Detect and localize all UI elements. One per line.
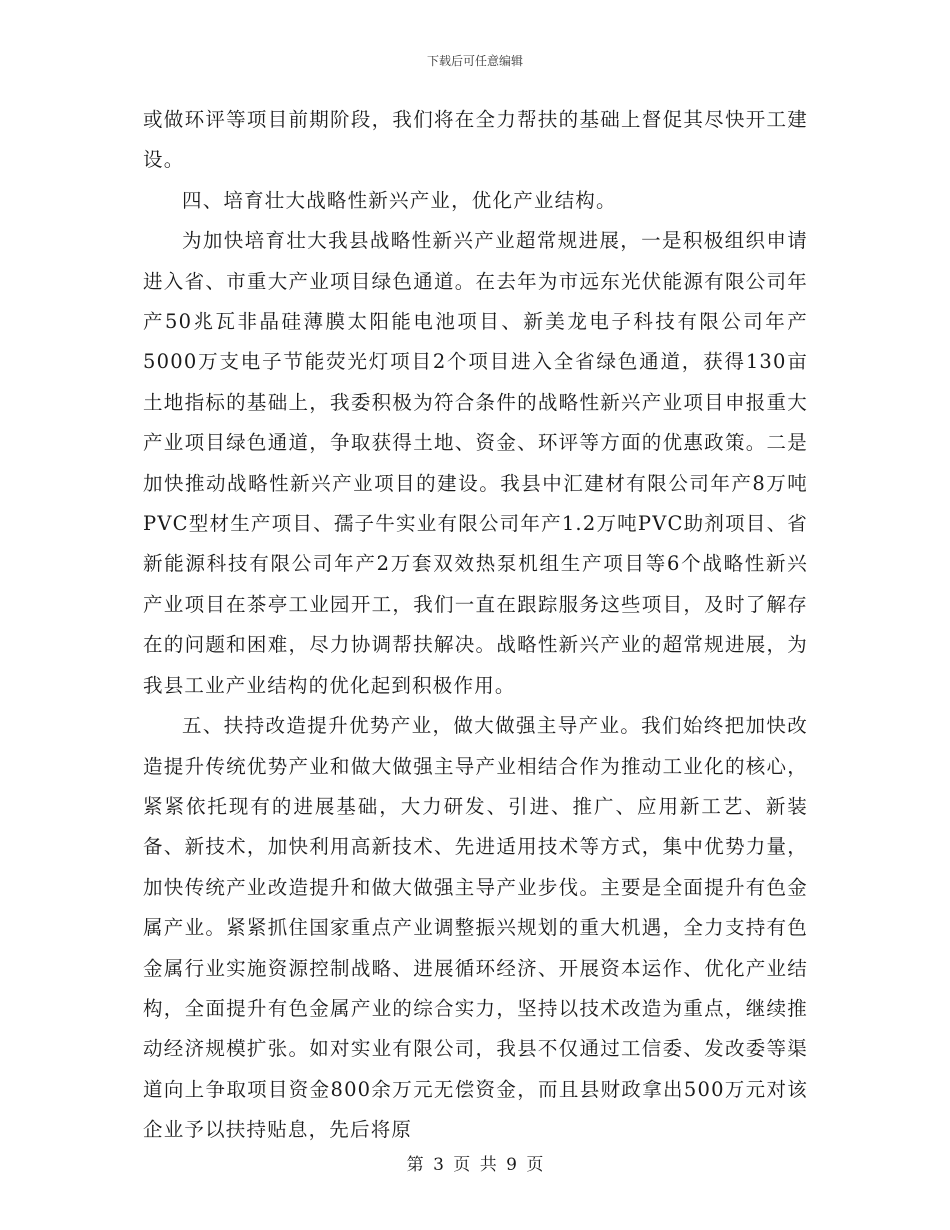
- paragraph-section-five: 五、扶持改造提升优势产业，做大做强主导产业。我们始终把加快改造提升传统优势产业和做大做强主导产业相结合作为推动工业化的核心，紧紧依托现有的进展基础，大力研发、引进、推广、应用新工艺、新装备、新技术，加快利用高新技术、先进适用技术等方式，集中优势力量，加快传统产业改造提升和做大做强主导产业步伐。主要是全面提升有色金属产业。紧紧抓住国家重点产业调整振兴规划的重大机遇，全力支持有色金属行业实施资源控制战略、进展循环经济、开展资本运作、优化产业结构，全面提升有色金属产业的综合实力，坚持以技术改造为重点，继续推动经济规模扩张。如对实业有限公司，我县不仅通过工信委、发改委等渠道向上争取项目资金800余万元无偿资金，而且县财政拿出500万元对该企业予以扶持贴息，先后将原: [143, 714, 808, 1142]
- document-body: [143, 100, 808, 1151]
- paragraph-continuation: 或做环评等项目前期阶段，我们将在全力帮扶的基础上督促其尽快开工建设。: [143, 108, 808, 172]
- page-number-footer: 第 3 页 共 9 页: [406, 1155, 544, 1175]
- paragraph-section-four-heading: 四、培育壮大战略性新兴产业，优化产业结构。: [182, 188, 617, 212]
- page-header: 下载后可任意编辑: [426, 54, 523, 68]
- paragraph-emerging-industries: 为加快培育壮大我县战略性新兴产业超常规进展，一是积极组织申请进入省、市重大产业项目绿色通道。在去年为市远东光伏能源有限公司年产50兆瓦非晶硅薄膜太阳能电池项目、新美龙电子科技有限公司年产5000万支电子节能荧光灯项目2个项目进入全省绿色通道，获得130亩土地指标的基础上，我委积极为符合条件的战略性新兴产业项目申报重大产业项目绿色通道，争取获得土地、资金、环评等方面的优惠政策。二是加快推动战略性新兴产业项目的建设。我县中汇建材有限公司年产8万吨PVC型材生产项目、孺子牛实业有限公司年产1.2万吨PVC助剂项目、省新能源科技有限公司年产2万套双效热泵机组生产项目等6个战略性新兴产业项目在茶亭工业园开工，我们一直在跟踪服务这些项目，及时了解存在的问题和困难，尽力协调帮扶解决。战略性新兴产业的超常规进展，为我县工业产业结构的优化起到积极作用。: [143, 229, 808, 697]
